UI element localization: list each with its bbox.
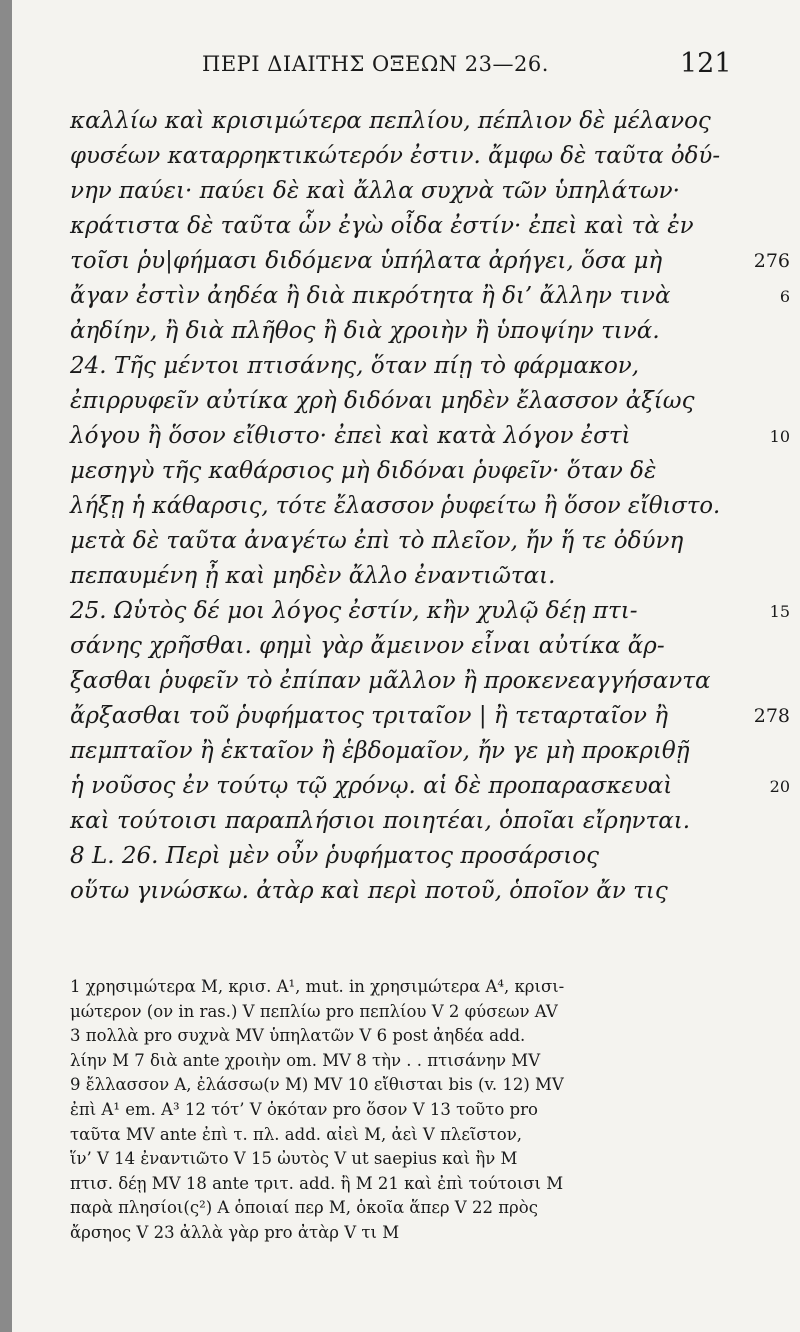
text-line: ἐπιρρυφεῖν αὐτίκα χρὴ διδόναι μηδὲν ἔλασσον ἀξίως [70,388,695,414]
text-line: καὶ τούτοισι παραπλήσιοι ποιητέαι, ὁποῖαι εἴρηνται. [70,808,691,834]
edition-page-marker: 276 [753,250,790,272]
text-line: οὕτω γινώσκω. ἀτὰρ καὶ περὶ ποτοῦ, ὁποῖον ἄν τις [70,878,668,904]
apparatus-line: ταῦτα MV ante ἐπὶ τ. πλ. add. αἰεὶ M, ἀεὶ V πλεῖστον, [70,1124,522,1144]
text-line: καλλίω καὶ κρισιμώτερα πεπλίου, πέπλιον δὲ μέλανος [70,108,711,134]
text-line: 25. Ωὑτὸς δέ μοι λόγος ἐστίν, κἢν χυλῷ δέῃ πτι- 15 [70,594,790,629]
apparatus-line: λίην M 7 διὰ ante χροιὴν om. MV 8 τὴν . . πτισάνην MV [70,1050,541,1070]
text-line: κράτιστα δὲ ταῦτα ὧν ἐγὼ οἶδα ἐστίν· ἐπεὶ καὶ τὰ ἐν [70,213,694,239]
line-number: 10 [769,427,790,446]
apparatus-line: 9 ἔλλασσον A, ἐλάσσω(ν M) MV 10 εἴθισται bis (v. 12) MV [70,1075,564,1095]
text-line: πεμπταῖον ἢ ἑκταῖον ἢ ἑβδομαῖον, ἤν γε μὴ προκριθῇ [70,738,690,764]
text-line: σάνης χρῆσθαι. φημὶ γὰρ ἄμεινον εἶναι αὐτίκα ἄρ- [70,633,665,659]
text-line: ἄγαν ἐστὶν ἀηδέα ἢ διὰ πικρότητα ἢ δι’ ἄλλην τινὰ 6 [70,279,790,314]
text-line: μεσηγὺ τῆς καθάρσιος μὴ διδόναι ῥυφεῖν· ὅταν δὲ [70,458,657,484]
critical-apparatus [70,975,790,1246]
edition-page-marker: 278 [753,705,790,727]
page-number: 121 [680,48,732,79]
text-line: 24. Τῆς μέντοι πτισάνης, ὅταν πίῃ τὸ φάρμακον, [70,353,640,379]
line-number: 15 [769,602,790,621]
text-line: πεπαυμένη ᾖ καὶ μηδὲν ἄλλο ἐναντιῶται. [70,563,556,589]
apparatus-line: παρὰ πλησίοι(ς²) A ὁποιαί περ M, ὁκοῖα ἅπερ V 22 πρὸς [70,1198,538,1218]
text-line: μετὰ δὲ ταῦτα ἀναγέτω ἐπὶ τὸ πλεῖον, ἤν ἥ τε ὀδύνη [70,528,684,554]
text-line: φυσέων καταρρηκτικώτερόν ἐστιν. ἄμφω δὲ ταῦτα ὀδύ- [70,143,721,169]
apparatus-line: πτισ. δέῃ MV 18 ante τριτ. add. ἢ M 21 καὶ ἐπὶ τούτοισι M [70,1173,564,1193]
main-text [70,104,790,909]
line-number: 20 [769,777,790,796]
apparatus-line: 1 χρησιμώτερα M, κρισ. A¹, mut. in χρησιμώτερα A⁴, κρισι- [70,977,565,996]
text-line: λήξῃ ἡ κάθαρσις, τότε ἔλασσον ῥυφείτω ἢ ὅσον εἴθιστο. [70,493,721,519]
apparatus-line: ἐπὶ A¹ em. A³ 12 τότ’ V ὁκόταν pro ὅσον V 13 τοῦτο pro [70,1099,538,1119]
book-page [12,0,800,1332]
text-line: ἄρξασθαι τοῦ ῥυφήματος τριταῖον | ἢ τεταρταῖον ἢ 278 [70,699,790,734]
apparatus-line: μώτερον (ον in ras.) V πεπλίω pro πεπλίου V 2 φύσεων AV [70,1001,558,1021]
page-header [12,48,800,88]
text-line: ἡ νοῦσος ἐν τούτῳ τῷ χρόνῳ. αἱ δὲ προπαρασκευαὶ 20 [70,769,790,804]
text-line: τοῖσι ῥυ|φήμασι διδόμενα ὑπήλατα ἀρήγει, ὅσα μὴ 276 [70,244,790,279]
apparatus-line: ἄρσηος V 23 ἀλλὰ γὰρ pro ἀτὰρ V τι M [70,1222,400,1242]
text-line: νην παύει· παύει δὲ καὶ ἄλλα συχνὰ τῶν ὑπηλάτων· [70,178,680,204]
text-line: 8 L. 26. Περὶ μὲν οὖν ῥυφήματος προσάρσιος [70,843,599,869]
text-line: ἀηδίην, ἢ διὰ πλῆθος ἢ διὰ χροιὴν ἢ ὑποψίην τινά. [70,318,660,344]
apparatus-line: 3 πολλὰ pro συχνὰ MV ὑπηλατῶν V 6 post ἀηδέα add. [70,1026,526,1046]
text-line: ξασθαι ῥυφεῖν τὸ ἐπίπαν μᾶλλον ἢ προκενεαγγήσαντα [70,668,711,694]
text-line: λόγου ἢ ὅσον εἴθιστο· ἐπεὶ καὶ κατὰ λόγον ἐστὶ 10 [70,419,790,454]
running-title: ΠΕΡΙ ΔΙΑΙΤΗΣ ΟΞΕΩΝ 23—26. [202,52,549,76]
apparatus-line: ἵν’ V 14 ἐναντιῶτο V 15 ὠυτὸς V ut saepius καὶ ἢν M [70,1149,518,1169]
line-number: 6 [779,287,790,306]
